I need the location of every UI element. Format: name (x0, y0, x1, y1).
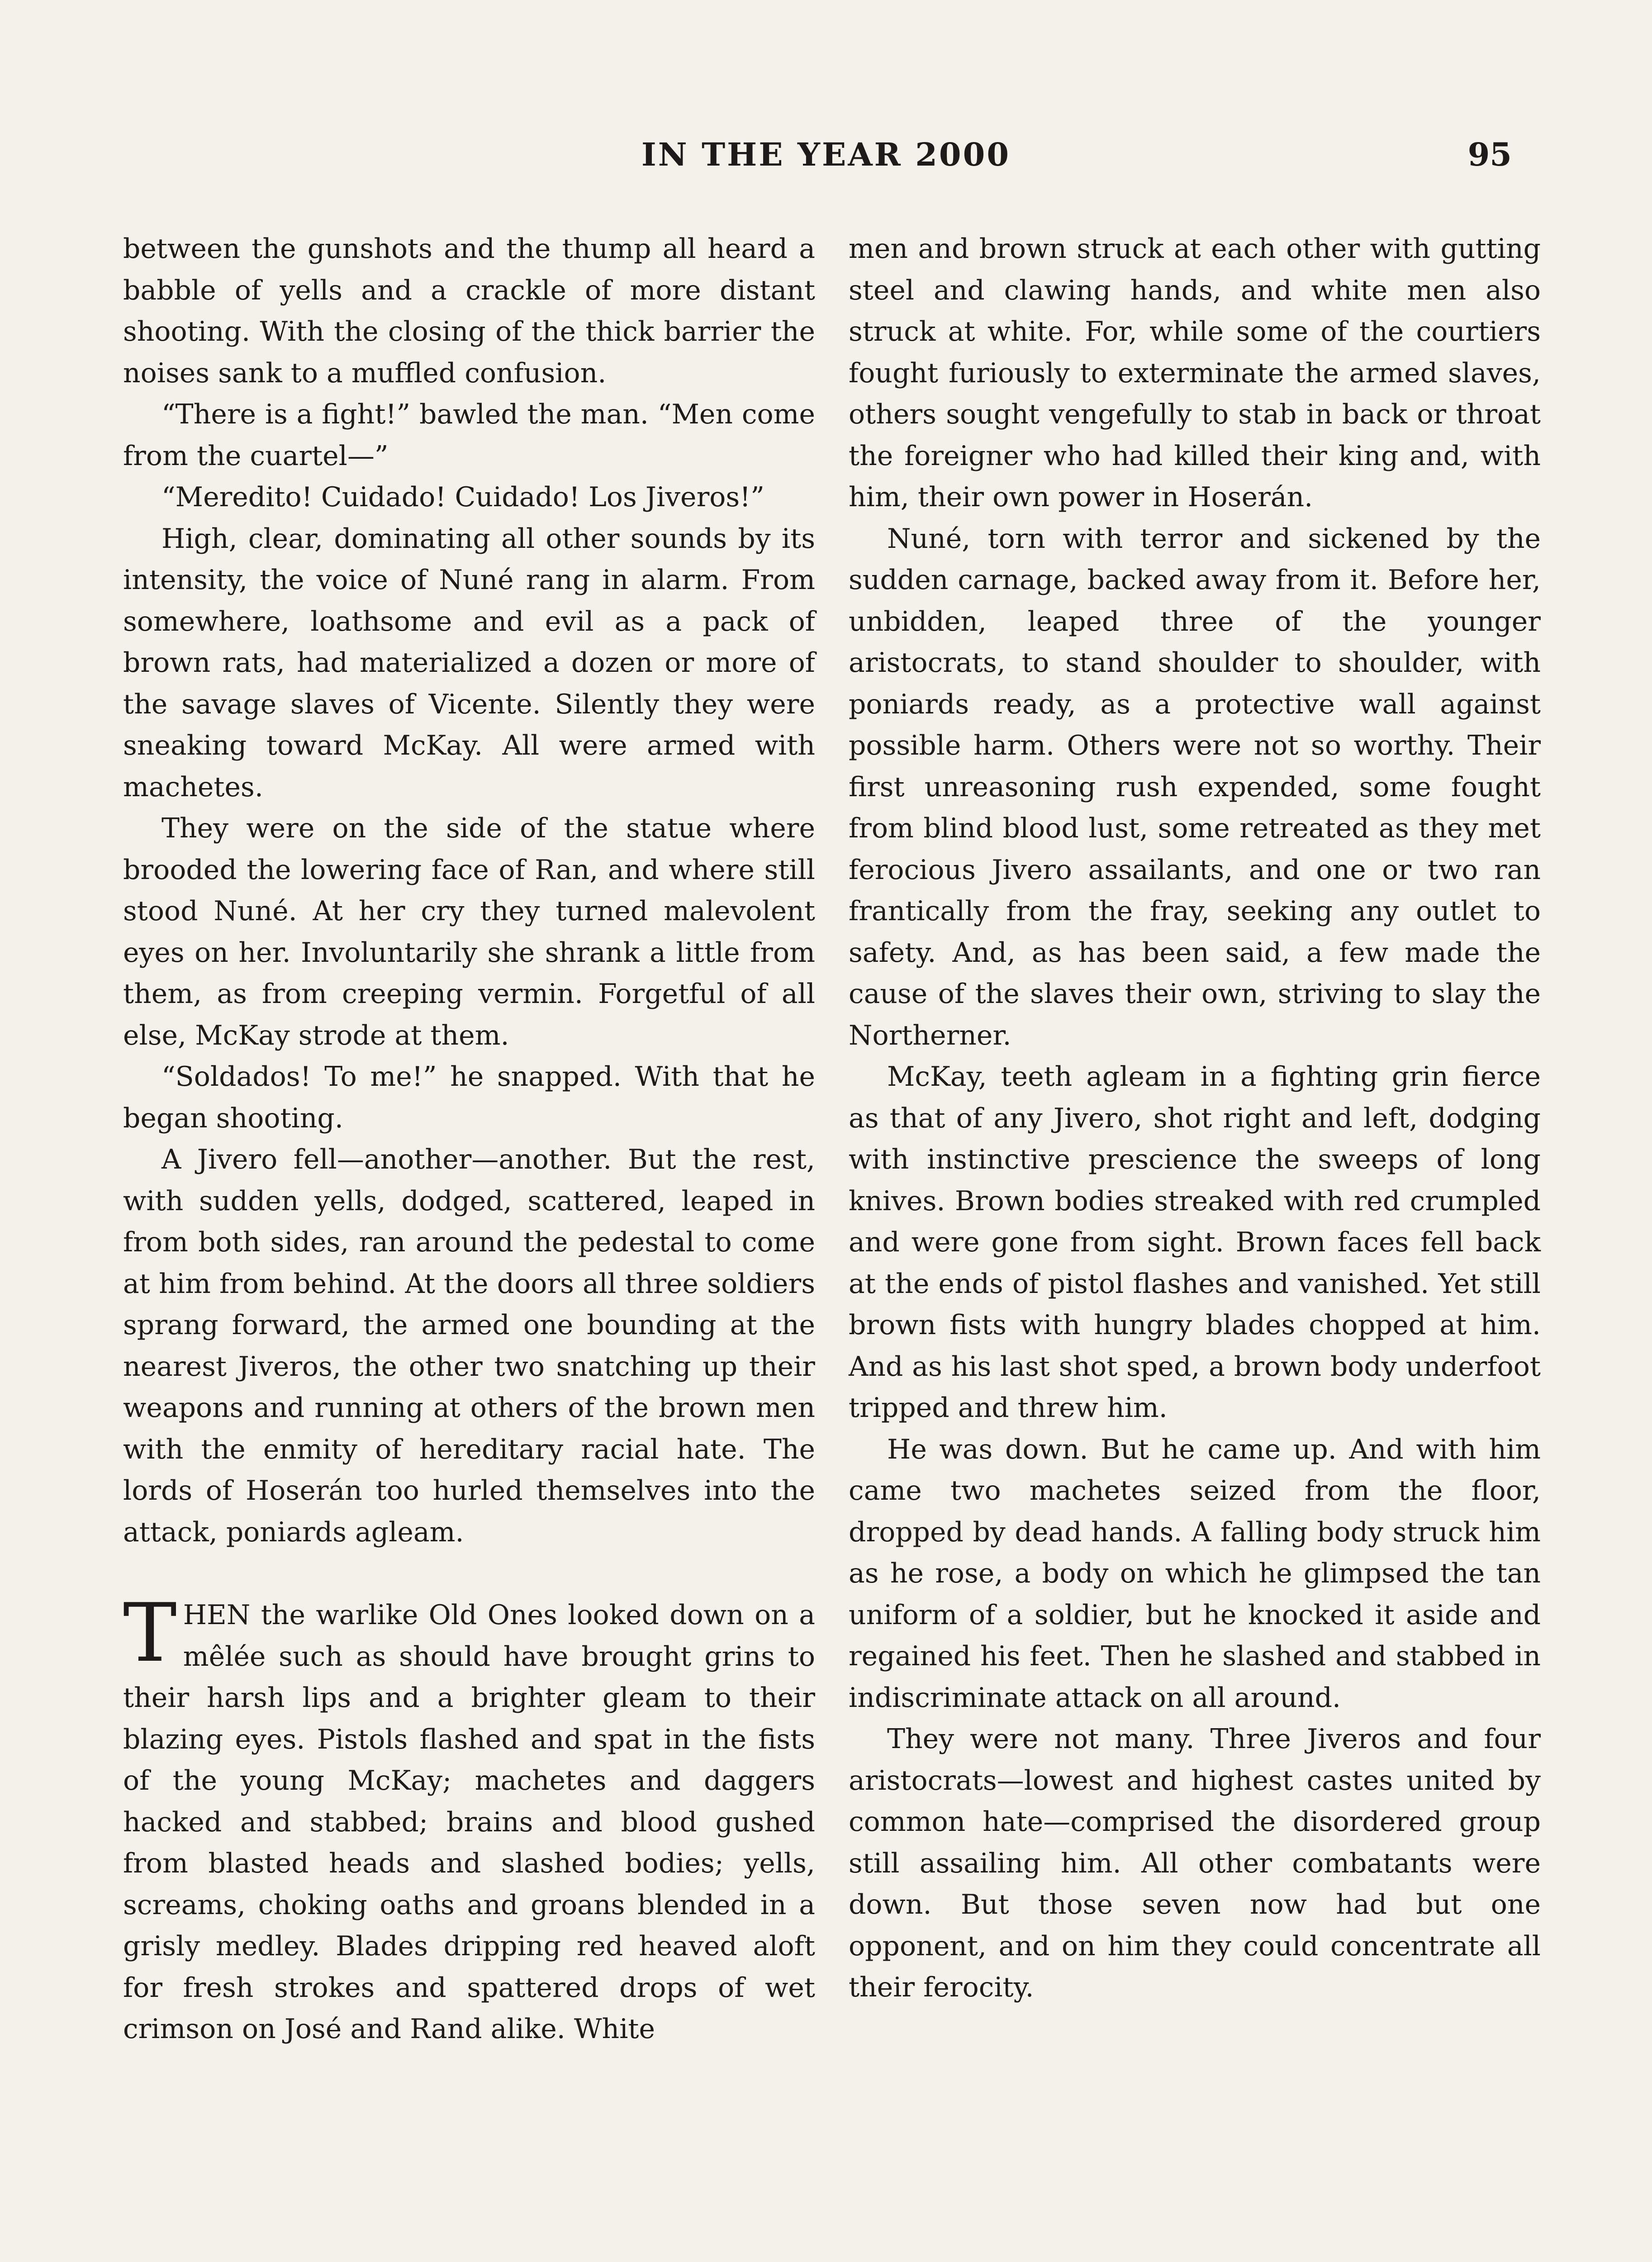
paragraph: High, clear, dominating all other sounds by its intensity, the voice of Nuné rang in alarm. From somewhere, loathsome and evil as a pack of brown rats, had materialized a dozen or more of the savage slaves of Vicente. Silently they were sneaking toward McKay. All were armed with machetes. (123, 523, 815, 803)
lead-in: HEN (183, 1599, 251, 1631)
section-text: the warlike Old Ones looked down on a mêlée such as should have brought grins to their harsh lips and a brighter gleam to their blazing eyes. Pistols flashed and spat in the fists of the young McKay; machetes and daggers hacked and stabbed; brains and blood gushed from blasted heads and slashed bodies; yells, screams, choking oaths and groans blended in a grisly medley. Blades dripping red heaved aloft for fresh strokes and spattered drops of wet crimson on José and Rand alike. White (123, 1599, 815, 2045)
right-column (849, 228, 1541, 2009)
left-column (123, 228, 815, 2050)
paragraph: McKay, teeth agleam in a fighting grin fierce as that of any Jivero, shot right and left, dodging with instinctive prescience the sweeps of long knives. Brown bodies streaked with red crumpled and were gone from sight. Brown faces fell back at the ends of pistol flashes and vanished. Yet still brown fists with hungry blades chopped at him. And as his last shot sped, a brown body underfoot tripped and threw him. (849, 1061, 1541, 1424)
paragraph: They were not many. Three Jiveros and four aristocrats—lowest and highest castes united by common hate—comprised the disordered group still assailing him. All other combatants were down. But those seven now had but one opponent, and on him they could concentrate all their ferocity. (849, 1723, 1541, 2003)
page-header (122, 136, 1530, 181)
paragraph: between the gunshots and the thump all heard a babble of yells and a crackle of more distant shooting. With the closing of the thick barrier the noises sank to a muffled confusion. (123, 233, 815, 389)
section-opening-paragraph (123, 1586, 815, 2050)
drop-cap: T (123, 1586, 177, 1680)
paragraph: They were on the side of the statue where brooded the lowering face of Ran, and where still stood Nuné. At her cry they turned malevolent eyes on her. Involuntarily she shrank a little from them, as from creeping vermin. Forgetful of all else, McKay strode at them. (123, 813, 815, 1051)
paragraph: men and brown struck at each other with gutting steel and clawing hands, and white men also struck at white. For, while some of the courtiers fought furiously to exterminate the armed slaves, others sought vengefully to stab in back or throat the foreigner who had killed their king and, with him, their own power in Hoserán. (849, 233, 1541, 513)
paragraph: “Soldados! To me!” he snapped. With that he began shooting. (123, 1061, 815, 1134)
running-title: IN THE YEAR 2000 (641, 136, 1011, 173)
page-number: 95 (1467, 136, 1512, 173)
paragraph: “There is a fight!” bawled the man. “Men come from the cuartel—” (123, 399, 815, 472)
paragraph: A Jivero fell—another—another. But the rest, with sudden yells, dodged, scattered, leaped in from both sides, ran around the pedestal to come at him from behind. At the doors all three soldiers sprang forward, the armed one bounding at the nearest Jiveros, the other two snatching up their weapons and running at others of the brown men with the enmity of hereditary racial hate. The lords of Hoserán too hurled themselves into the attack, poniards agleam. (123, 1144, 815, 1548)
paragraph: He was down. But he came up. And with him came two machetes seized from the floor, dropped by dead hands. A falling body struck him as he rose, a body on which he glimpsed the tan uniform of a soldier, but he knocked it aside and regained his feet. Then he slashed and stabbed in indiscriminate attack on all around. (849, 1433, 1541, 1714)
paragraph: “Meredito! Cuidado! Cuidado! Los Jiveros!” (161, 481, 764, 513)
paragraph: Nuné, torn with terror and sickened by the sudden carnage, backed away from it. Before her, unbidden, leaped three of the younger aristocrats, to stand shoulder to shoulder, with poniards ready, as a protective wall against possible harm. Others were not so worthy. Their first unreasoning rush expended, some fought from blind blood lust, some retreated as they met ferocious Jivero assailants, and one or two ran frantically from the fray, seeking any outlet to safety. And, as has been said, a few made the cause of the slaves their own, striving to slay the Northerner. (849, 523, 1541, 1051)
